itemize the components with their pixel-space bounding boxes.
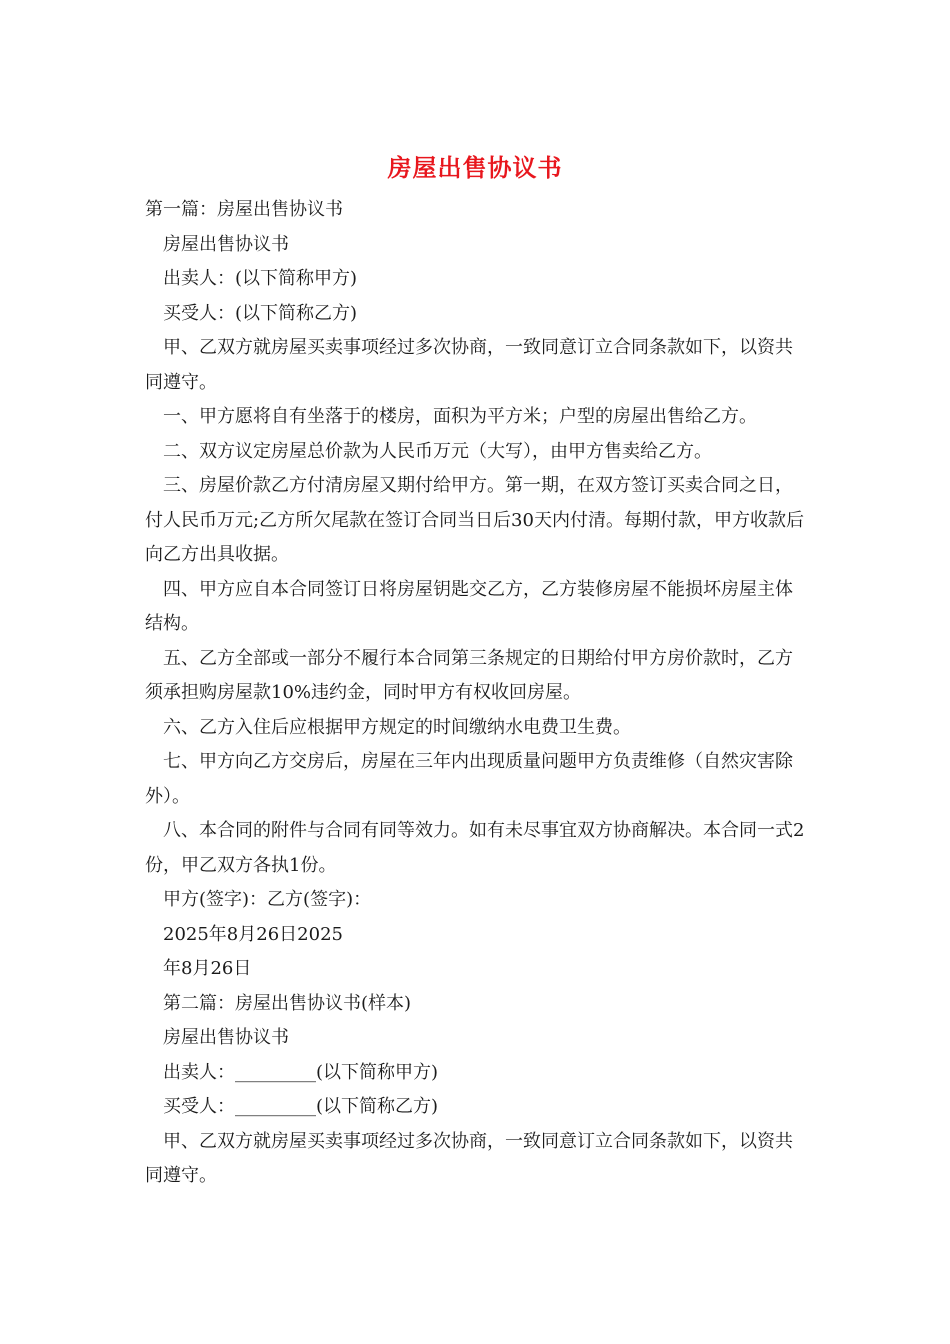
signature-line: 甲方(签字)：乙方(签字)： <box>163 889 372 910</box>
clause-3: 三、房屋价款乙方付清房屋又期付给甲方。第一期，在双方签订买卖合同之日，付人民币万元;乙方所欠尾款在签订合同当日后30天内付清。每期付款，甲方收款后向乙方出具收据。 <box>145 475 804 565</box>
seller-line-2: 出卖人：_________(以下简称甲方) <box>163 1061 439 1083</box>
seller-line: 出卖人：(以下简称甲方) <box>163 268 358 289</box>
document-title: 房屋出售协议书 <box>387 153 563 182</box>
date-line-2: 年8月26日 <box>163 958 252 979</box>
preamble-paragraph: 甲、乙双方就房屋买卖事项经过多次协商，一致同意订立合同条款如下，以资共同遵守。 <box>145 337 793 393</box>
clause-1: 一、甲方愿将自有坐落于的楼房，面积为平方米；户型的房屋出售给乙方。 <box>163 406 757 427</box>
document-body <box>145 193 805 1194</box>
clause-2: 二、双方议定房屋总价款为人民币万元（大写），由甲方售卖给乙方。 <box>163 440 712 462</box>
preamble-paragraph-2: 甲、乙双方就房屋买卖事项经过多次协商，一致同意订立合同条款如下，以资共同遵守。 <box>145 1130 793 1186</box>
date-line-1: 2025年8月26日2025 <box>163 923 343 945</box>
buyer-line-2: 买受人：_________(以下简称乙方) <box>163 1096 439 1117</box>
clause-4: 四、甲方应自本合同签订日将房屋钥匙交乙方，乙方装修房屋不能损坏房屋主体结构。 <box>145 578 793 634</box>
agreement-subtitle-2: 房屋出售协议书 <box>163 1027 289 1048</box>
section-heading-part-1: 第一篇：房屋出售协议书 <box>145 199 343 220</box>
clause-8: 八、本合同的附件与合同有同等效力。如有未尽事宜双方协商解决。本合同一式2份，甲乙双方各执1份。 <box>145 820 805 876</box>
clause-6: 六、乙方入住后应根据甲方规定的时间缴纳水电费卫生费。 <box>163 716 631 738</box>
agreement-subtitle: 房屋出售协议书 <box>163 233 289 255</box>
clause-7: 七、甲方向乙方交房后，房屋在三年内出现质量问题甲方负责维修（自然灾害除外）。 <box>145 751 793 807</box>
buyer-line: 买受人：(以下简称乙方) <box>163 302 358 324</box>
section-heading-part-2: 第二篇：房屋出售协议书(样本) <box>163 992 412 1014</box>
clause-5: 五、乙方全部或一部分不履行本合同第三条规定的日期给付甲方房价款时，乙方须承担购房屋款10%违约金，同时甲方有权收回房屋。 <box>145 647 793 703</box>
